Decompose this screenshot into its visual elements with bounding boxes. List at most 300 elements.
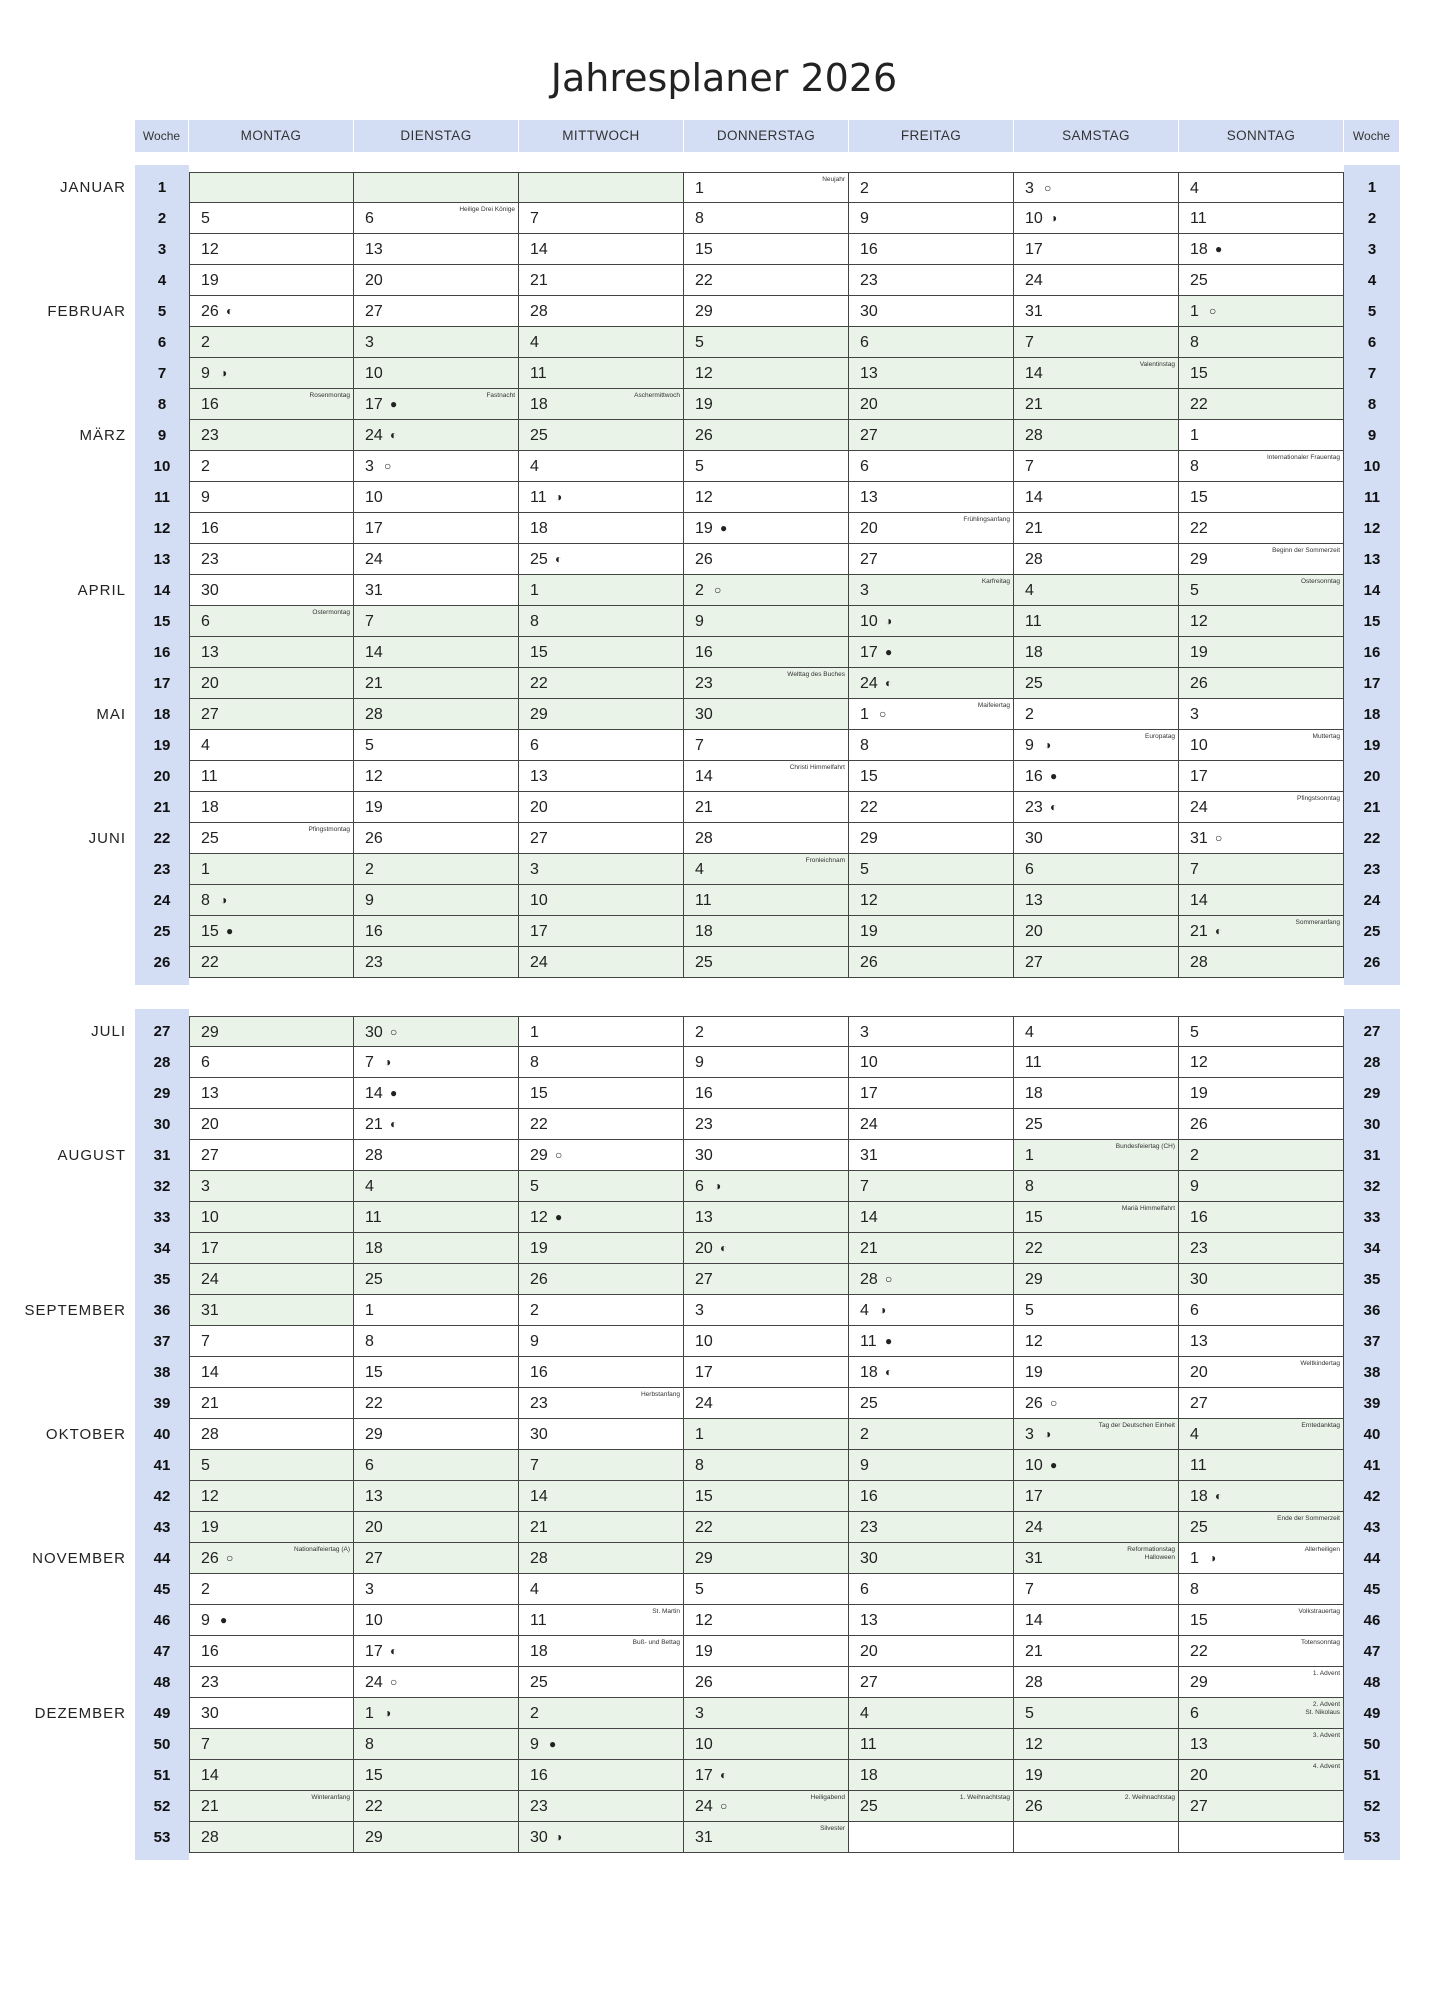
day-cell[interactable] [189, 1078, 354, 1109]
day-cell[interactable] [849, 1450, 1014, 1481]
day-cell[interactable] [1179, 1667, 1344, 1698]
day-cell[interactable] [849, 1636, 1014, 1667]
day-cell[interactable] [354, 1202, 519, 1233]
day-cell[interactable] [189, 1140, 354, 1171]
day-cell[interactable] [684, 916, 849, 947]
day-cell[interactable] [519, 1264, 684, 1295]
day-cell[interactable] [1014, 482, 1179, 513]
day-cell[interactable] [354, 296, 519, 327]
day-cell[interactable] [189, 730, 354, 761]
day-cell[interactable] [189, 327, 354, 358]
day-cell[interactable] [1014, 1760, 1179, 1791]
day-cell[interactable] [189, 1016, 354, 1047]
day-cell[interactable] [354, 1605, 519, 1636]
day-cell[interactable] [1179, 172, 1344, 203]
day-cell[interactable] [519, 420, 684, 451]
day-cell[interactable] [1179, 389, 1344, 420]
day-cell[interactable] [354, 1667, 519, 1698]
day-cell[interactable] [519, 1357, 684, 1388]
day-cell[interactable] [1014, 1698, 1179, 1729]
day-cell[interactable] [684, 1264, 849, 1295]
day-cell[interactable] [1014, 730, 1179, 761]
day-cell[interactable] [849, 1357, 1014, 1388]
day-cell[interactable] [684, 1078, 849, 1109]
day-cell[interactable] [684, 420, 849, 451]
day-cell[interactable] [519, 1605, 684, 1636]
day-cell[interactable] [354, 1264, 519, 1295]
day-cell[interactable] [1179, 1543, 1344, 1574]
day-cell[interactable] [849, 482, 1014, 513]
day-cell[interactable] [519, 947, 684, 978]
day-cell[interactable] [1179, 1636, 1344, 1667]
day-cell[interactable] [189, 1326, 354, 1357]
day-cell[interactable] [1014, 1388, 1179, 1419]
day-cell[interactable] [1179, 451, 1344, 482]
day-cell[interactable] [684, 327, 849, 358]
day-cell[interactable] [1179, 482, 1344, 513]
day-cell[interactable] [189, 513, 354, 544]
day-cell[interactable] [354, 730, 519, 761]
day-cell[interactable] [849, 1481, 1014, 1512]
day-cell[interactable] [1179, 1729, 1344, 1760]
day-cell[interactable] [519, 296, 684, 327]
day-cell[interactable] [1179, 296, 1344, 327]
day-cell[interactable] [519, 1233, 684, 1264]
day-cell[interactable] [1014, 699, 1179, 730]
day-cell[interactable] [1014, 637, 1179, 668]
day-cell[interactable] [189, 420, 354, 451]
day-cell[interactable] [684, 1760, 849, 1791]
day-cell[interactable] [1179, 637, 1344, 668]
day-cell[interactable] [1014, 1357, 1179, 1388]
day-cell[interactable] [519, 1295, 684, 1326]
day-cell[interactable] [1014, 1636, 1179, 1667]
day-cell[interactable] [1179, 1450, 1344, 1481]
day-cell[interactable] [189, 1512, 354, 1543]
day-cell[interactable] [189, 1171, 354, 1202]
day-cell[interactable] [519, 1388, 684, 1419]
day-cell[interactable] [519, 885, 684, 916]
day-cell[interactable] [849, 947, 1014, 978]
day-cell[interactable] [684, 792, 849, 823]
day-cell[interactable] [519, 575, 684, 606]
day-cell[interactable] [849, 1543, 1014, 1574]
day-cell[interactable] [684, 544, 849, 575]
day-cell[interactable] [1179, 854, 1344, 885]
day-cell[interactable] [1014, 234, 1179, 265]
day-cell[interactable] [519, 389, 684, 420]
day-cell[interactable] [354, 420, 519, 451]
day-cell[interactable] [684, 1171, 849, 1202]
day-cell[interactable] [1014, 420, 1179, 451]
day-cell[interactable] [849, 544, 1014, 575]
day-cell[interactable] [354, 1481, 519, 1512]
day-cell[interactable] [849, 1512, 1014, 1543]
day-cell[interactable] [519, 1791, 684, 1822]
day-cell[interactable] [519, 823, 684, 854]
day-cell[interactable] [189, 1233, 354, 1264]
day-cell[interactable] [1014, 1047, 1179, 1078]
day-cell[interactable] [354, 1574, 519, 1605]
day-cell[interactable] [1014, 606, 1179, 637]
day-cell[interactable] [684, 575, 849, 606]
day-cell[interactable] [1179, 606, 1344, 637]
day-cell[interactable] [849, 1047, 1014, 1078]
day-cell[interactable] [1014, 203, 1179, 234]
day-cell[interactable] [1179, 575, 1344, 606]
day-cell[interactable] [519, 1729, 684, 1760]
day-cell[interactable] [519, 234, 684, 265]
day-cell[interactable] [354, 575, 519, 606]
day-cell[interactable] [849, 1729, 1014, 1760]
day-cell[interactable] [354, 358, 519, 389]
day-cell[interactable] [684, 482, 849, 513]
day-cell[interactable] [1014, 1016, 1179, 1047]
day-cell[interactable] [519, 916, 684, 947]
day-cell[interactable] [189, 234, 354, 265]
day-cell[interactable] [189, 1698, 354, 1729]
day-cell[interactable] [189, 358, 354, 389]
day-cell[interactable] [189, 575, 354, 606]
day-cell[interactable] [189, 1202, 354, 1233]
day-cell[interactable] [684, 513, 849, 544]
day-cell[interactable] [519, 544, 684, 575]
day-cell[interactable] [684, 1791, 849, 1822]
day-cell[interactable] [189, 203, 354, 234]
day-cell[interactable] [684, 1295, 849, 1326]
day-cell[interactable] [1179, 1295, 1344, 1326]
day-cell[interactable] [684, 1388, 849, 1419]
day-cell[interactable] [519, 1171, 684, 1202]
day-cell[interactable] [354, 1078, 519, 1109]
day-cell[interactable] [519, 792, 684, 823]
day-cell[interactable] [684, 451, 849, 482]
day-cell[interactable] [684, 1326, 849, 1357]
day-cell[interactable] [684, 358, 849, 389]
day-cell[interactable] [849, 1667, 1014, 1698]
day-cell[interactable] [1179, 730, 1344, 761]
day-cell[interactable] [189, 1388, 354, 1419]
day-cell[interactable] [354, 1016, 519, 1047]
day-cell[interactable] [189, 1543, 354, 1574]
day-cell[interactable] [684, 203, 849, 234]
day-cell[interactable] [519, 358, 684, 389]
day-cell[interactable] [849, 203, 1014, 234]
day-cell[interactable] [189, 1109, 354, 1140]
day-cell[interactable] [354, 1729, 519, 1760]
day-cell[interactable] [189, 1264, 354, 1295]
day-cell[interactable] [354, 327, 519, 358]
day-cell[interactable] [189, 823, 354, 854]
day-cell[interactable] [849, 327, 1014, 358]
day-cell[interactable] [519, 451, 684, 482]
day-cell[interactable] [1014, 1078, 1179, 1109]
day-cell[interactable] [189, 1357, 354, 1388]
day-cell[interactable] [849, 172, 1014, 203]
day-cell[interactable] [849, 792, 1014, 823]
day-cell[interactable] [684, 606, 849, 637]
day-cell[interactable] [354, 1450, 519, 1481]
day-cell[interactable] [1014, 451, 1179, 482]
day-cell[interactable] [849, 1419, 1014, 1450]
day-cell[interactable] [849, 730, 1014, 761]
day-cell[interactable] [849, 234, 1014, 265]
day-cell[interactable] [519, 730, 684, 761]
day-cell[interactable] [189, 482, 354, 513]
day-cell[interactable] [519, 1016, 684, 1047]
day-cell[interactable] [1014, 1791, 1179, 1822]
day-cell[interactable] [684, 637, 849, 668]
day-cell[interactable] [1014, 1233, 1179, 1264]
day-cell[interactable] [684, 1822, 849, 1853]
day-cell[interactable] [1014, 668, 1179, 699]
day-cell[interactable] [1014, 916, 1179, 947]
day-cell[interactable] [354, 1295, 519, 1326]
day-cell[interactable] [684, 1419, 849, 1450]
day-cell[interactable] [1014, 265, 1179, 296]
day-cell[interactable] [849, 699, 1014, 730]
day-cell[interactable] [354, 1512, 519, 1543]
day-cell[interactable] [1179, 668, 1344, 699]
day-cell[interactable] [354, 885, 519, 916]
day-cell[interactable] [684, 699, 849, 730]
day-cell[interactable] [354, 761, 519, 792]
day-cell[interactable] [1014, 1326, 1179, 1357]
day-cell[interactable] [519, 1047, 684, 1078]
day-cell[interactable] [189, 916, 354, 947]
day-cell[interactable] [684, 1047, 849, 1078]
day-cell[interactable] [849, 1574, 1014, 1605]
day-cell[interactable] [1014, 823, 1179, 854]
day-cell[interactable] [684, 1543, 849, 1574]
day-cell[interactable] [354, 1822, 519, 1853]
day-cell[interactable] [1014, 389, 1179, 420]
day-cell[interactable] [1179, 885, 1344, 916]
day-cell[interactable] [1179, 1388, 1344, 1419]
day-cell[interactable] [684, 947, 849, 978]
day-cell[interactable] [189, 637, 354, 668]
day-cell[interactable] [684, 823, 849, 854]
day-cell[interactable] [684, 1512, 849, 1543]
day-cell[interactable] [684, 1698, 849, 1729]
day-cell[interactable] [1179, 1016, 1344, 1047]
day-cell[interactable] [849, 296, 1014, 327]
day-cell[interactable] [189, 544, 354, 575]
day-cell[interactable] [519, 761, 684, 792]
day-cell[interactable] [1179, 1264, 1344, 1295]
day-cell[interactable] [849, 854, 1014, 885]
day-cell[interactable] [1014, 575, 1179, 606]
day-cell[interactable] [849, 513, 1014, 544]
day-cell[interactable] [1179, 1512, 1344, 1543]
day-cell[interactable] [354, 451, 519, 482]
day-cell[interactable] [1014, 544, 1179, 575]
day-cell[interactable] [354, 1791, 519, 1822]
day-cell[interactable] [354, 265, 519, 296]
day-cell[interactable] [189, 1760, 354, 1791]
day-cell[interactable] [1179, 265, 1344, 296]
day-cell[interactable] [354, 1760, 519, 1791]
day-cell[interactable] [1179, 1605, 1344, 1636]
day-cell[interactable] [354, 916, 519, 947]
day-cell[interactable] [849, 1171, 1014, 1202]
day-cell[interactable] [1179, 203, 1344, 234]
day-cell[interactable] [849, 668, 1014, 699]
day-cell[interactable] [519, 1419, 684, 1450]
day-cell[interactable] [354, 234, 519, 265]
day-cell[interactable] [189, 1636, 354, 1667]
day-cell[interactable] [189, 761, 354, 792]
day-cell[interactable] [1014, 327, 1179, 358]
day-cell[interactable] [849, 1109, 1014, 1140]
day-cell[interactable] [189, 947, 354, 978]
day-cell[interactable] [354, 823, 519, 854]
day-cell[interactable] [519, 668, 684, 699]
day-cell[interactable] [1179, 916, 1344, 947]
day-cell[interactable] [189, 1667, 354, 1698]
day-cell[interactable] [1179, 1357, 1344, 1388]
day-cell[interactable] [684, 389, 849, 420]
day-cell[interactable] [1179, 358, 1344, 389]
day-cell[interactable] [1179, 1047, 1344, 1078]
day-cell[interactable] [1179, 1202, 1344, 1233]
day-cell[interactable] [684, 296, 849, 327]
day-cell[interactable] [519, 1326, 684, 1357]
day-cell[interactable] [684, 1574, 849, 1605]
day-cell[interactable] [1179, 544, 1344, 575]
day-cell[interactable] [189, 699, 354, 730]
day-cell[interactable] [519, 513, 684, 544]
day-cell[interactable] [684, 730, 849, 761]
day-cell[interactable] [684, 761, 849, 792]
day-cell[interactable] [849, 1078, 1014, 1109]
day-cell[interactable] [354, 1171, 519, 1202]
day-cell[interactable] [354, 1233, 519, 1264]
day-cell[interactable] [1179, 699, 1344, 730]
day-cell[interactable] [1014, 1140, 1179, 1171]
day-cell[interactable] [354, 668, 519, 699]
day-cell[interactable] [519, 854, 684, 885]
day-cell[interactable] [1014, 172, 1179, 203]
day-cell[interactable] [1179, 420, 1344, 451]
day-cell[interactable] [684, 1016, 849, 1047]
day-cell[interactable] [849, 1760, 1014, 1791]
day-cell[interactable] [519, 1481, 684, 1512]
day-cell[interactable] [354, 1109, 519, 1140]
day-cell[interactable] [189, 1729, 354, 1760]
day-cell[interactable] [189, 1822, 354, 1853]
day-cell[interactable] [519, 1450, 684, 1481]
day-cell[interactable] [849, 1016, 1014, 1047]
day-cell[interactable] [189, 1419, 354, 1450]
day-cell[interactable] [849, 358, 1014, 389]
day-cell[interactable] [1179, 1419, 1344, 1450]
day-cell[interactable] [1179, 1791, 1344, 1822]
day-cell[interactable] [1014, 1667, 1179, 1698]
day-cell[interactable] [849, 1326, 1014, 1357]
day-cell[interactable] [849, 420, 1014, 451]
day-cell[interactable] [1179, 513, 1344, 544]
day-cell[interactable] [1179, 1574, 1344, 1605]
day-cell[interactable] [189, 1450, 354, 1481]
day-cell[interactable] [354, 544, 519, 575]
day-cell[interactable] [354, 1326, 519, 1357]
day-cell[interactable] [1014, 513, 1179, 544]
day-cell[interactable] [519, 699, 684, 730]
day-cell[interactable] [1014, 296, 1179, 327]
day-cell[interactable] [519, 265, 684, 296]
day-cell[interactable] [354, 1698, 519, 1729]
day-cell[interactable] [1179, 1326, 1344, 1357]
day-cell[interactable] [519, 1512, 684, 1543]
day-cell[interactable] [354, 389, 519, 420]
day-cell[interactable] [684, 1450, 849, 1481]
day-cell[interactable] [1179, 792, 1344, 823]
day-cell[interactable] [849, 885, 1014, 916]
day-cell[interactable] [1014, 1171, 1179, 1202]
day-cell[interactable] [354, 513, 519, 544]
day-cell[interactable] [519, 1109, 684, 1140]
day-cell[interactable] [684, 1140, 849, 1171]
day-cell[interactable] [354, 203, 519, 234]
day-cell[interactable] [684, 668, 849, 699]
day-cell[interactable] [189, 854, 354, 885]
day-cell[interactable] [1014, 1512, 1179, 1543]
day-cell[interactable] [354, 1419, 519, 1450]
day-cell[interactable] [189, 451, 354, 482]
day-cell[interactable] [1014, 761, 1179, 792]
day-cell[interactable] [1179, 234, 1344, 265]
day-cell[interactable] [684, 1636, 849, 1667]
day-cell[interactable] [849, 761, 1014, 792]
day-cell[interactable] [189, 1791, 354, 1822]
day-cell[interactable] [519, 1698, 684, 1729]
day-cell[interactable] [354, 792, 519, 823]
day-cell[interactable] [519, 203, 684, 234]
day-cell[interactable] [1179, 1078, 1344, 1109]
day-cell[interactable] [684, 265, 849, 296]
day-cell[interactable] [849, 1202, 1014, 1233]
day-cell[interactable] [1179, 1698, 1344, 1729]
day-cell[interactable] [354, 1543, 519, 1574]
day-cell[interactable] [189, 389, 354, 420]
day-cell[interactable] [849, 451, 1014, 482]
day-cell[interactable] [684, 1202, 849, 1233]
day-cell[interactable] [1179, 947, 1344, 978]
day-cell[interactable] [189, 1047, 354, 1078]
day-cell[interactable] [849, 823, 1014, 854]
day-cell[interactable] [849, 1264, 1014, 1295]
day-cell[interactable] [519, 327, 684, 358]
day-cell[interactable] [519, 1636, 684, 1667]
day-cell[interactable] [1014, 358, 1179, 389]
day-cell[interactable] [354, 1357, 519, 1388]
day-cell[interactable] [519, 637, 684, 668]
day-cell[interactable] [189, 668, 354, 699]
day-cell[interactable] [354, 854, 519, 885]
day-cell[interactable] [1014, 885, 1179, 916]
day-cell[interactable] [849, 1605, 1014, 1636]
day-cell[interactable] [1014, 1481, 1179, 1512]
day-cell[interactable] [354, 1636, 519, 1667]
day-cell[interactable] [849, 606, 1014, 637]
day-cell[interactable] [519, 1760, 684, 1791]
day-cell[interactable] [519, 1667, 684, 1698]
day-cell[interactable] [684, 885, 849, 916]
day-cell[interactable] [684, 1667, 849, 1698]
day-cell[interactable] [1014, 1109, 1179, 1140]
day-cell[interactable] [849, 575, 1014, 606]
